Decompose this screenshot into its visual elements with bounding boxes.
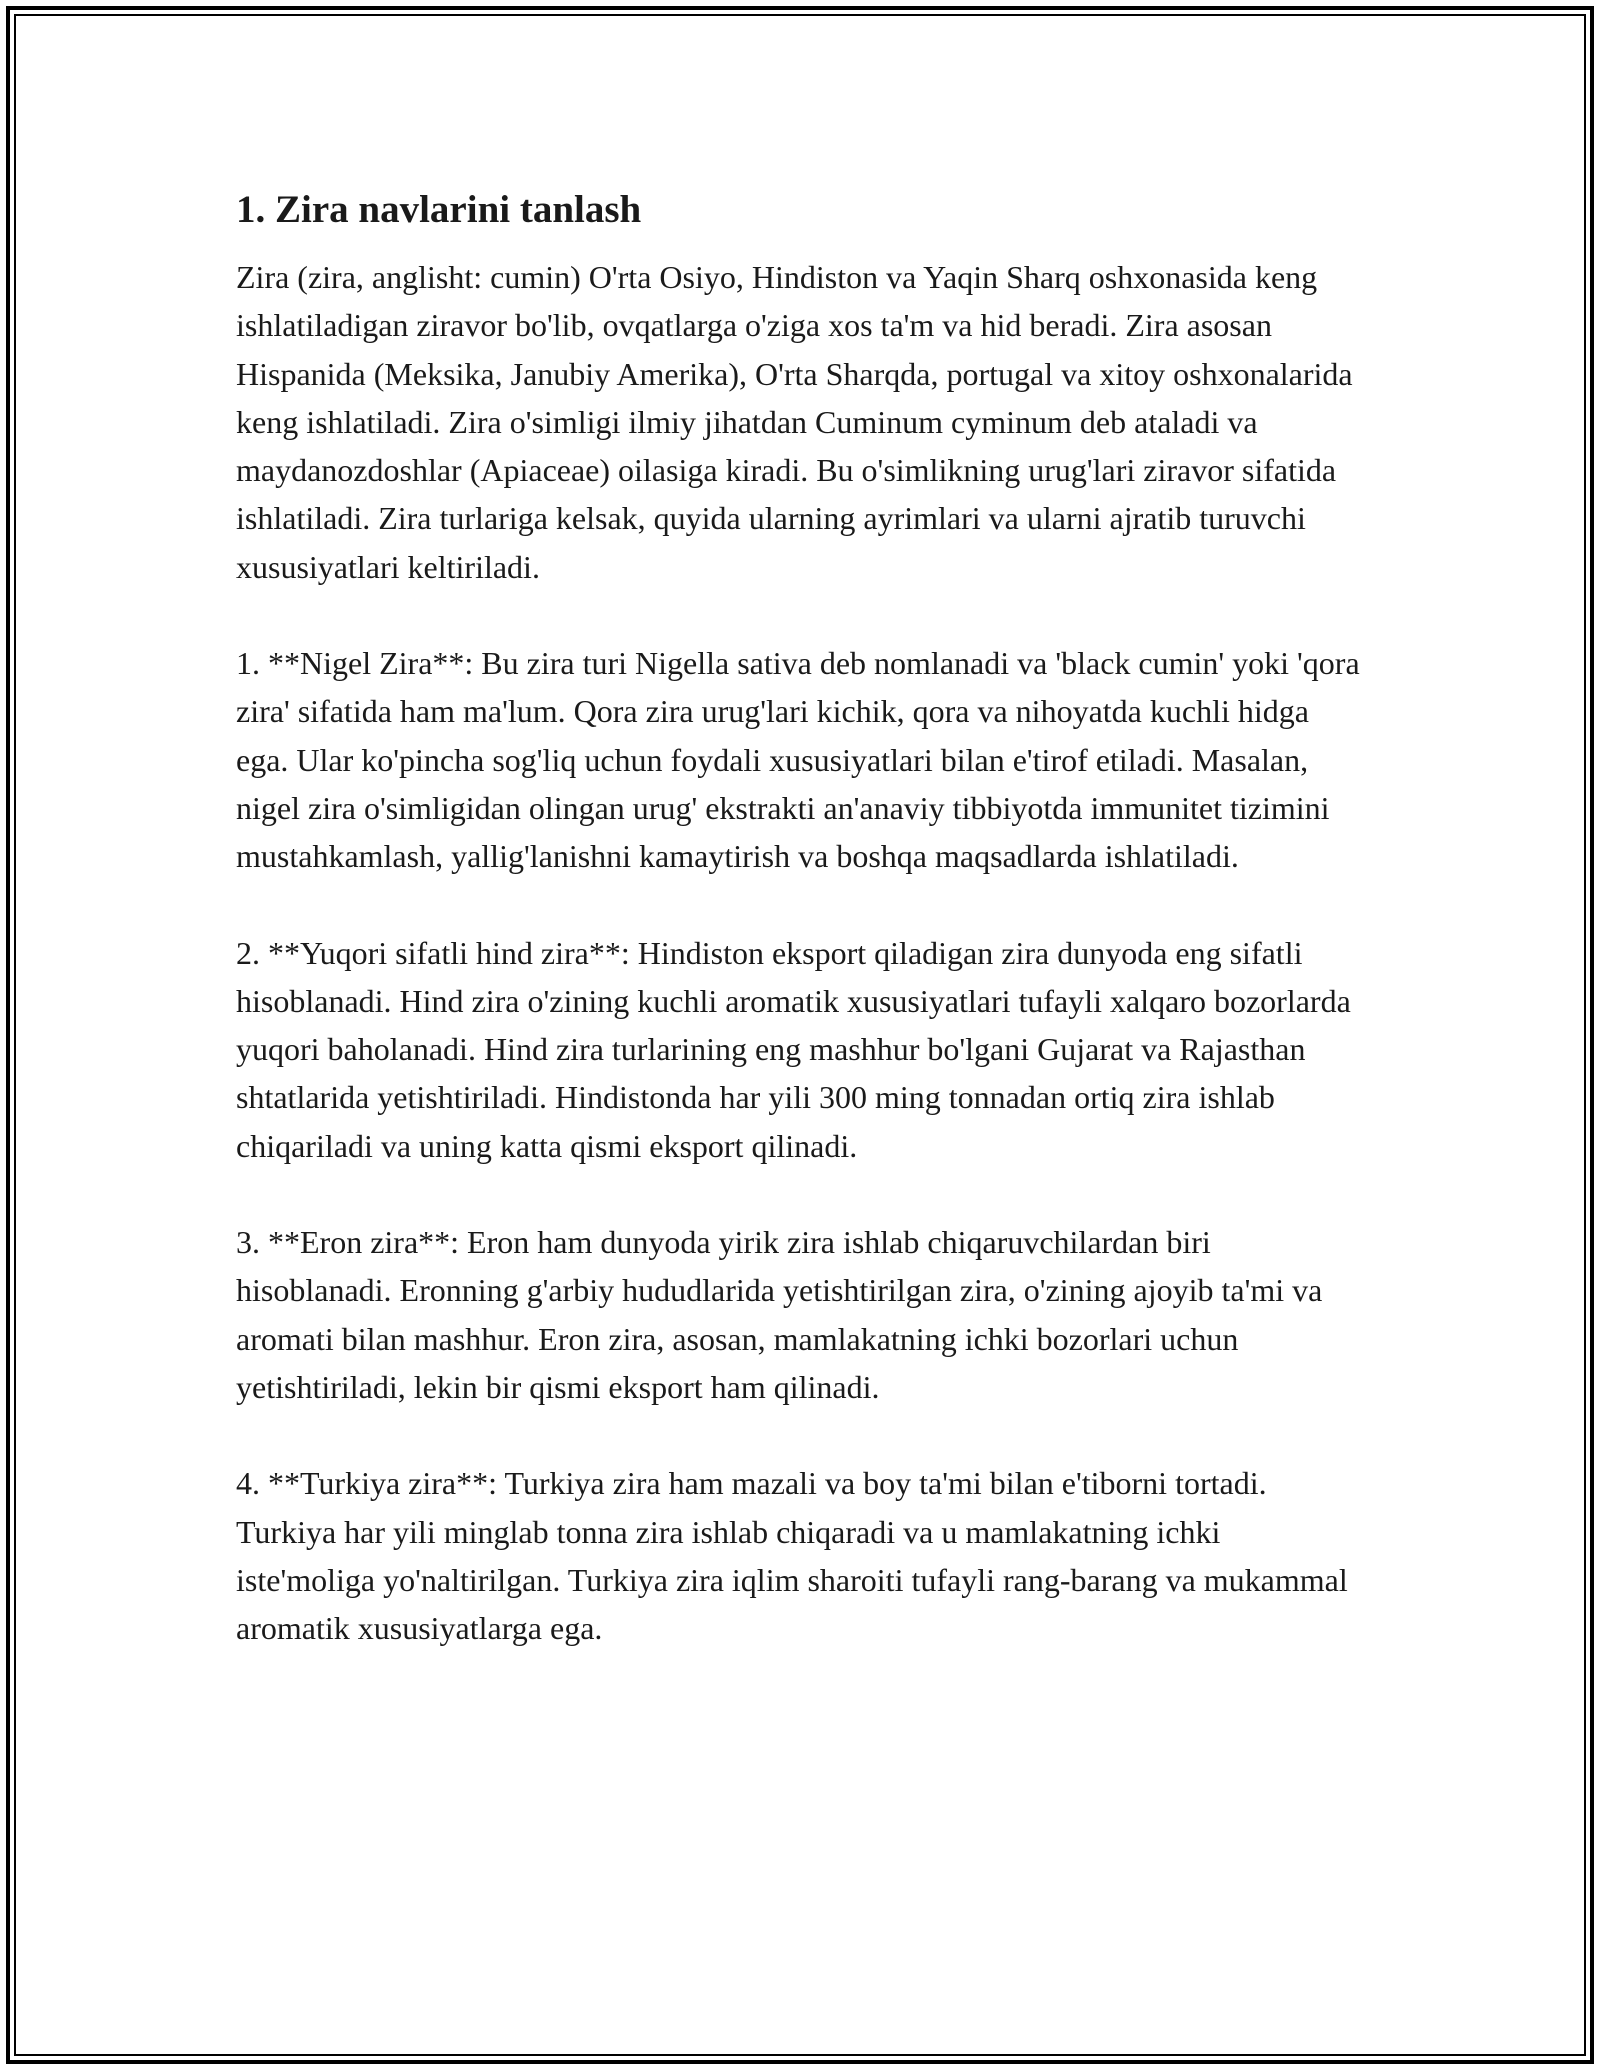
intro-paragraph: Zira (zira, anglisht: cumin) O'rta Osiyo, Hindiston va Yaqin Sharq oshxonasida keng ishlatiladigan ziravor bo'lib, ovqatlarga o'ziga xos ta'm va hid beradi. Zira asosan Hispanida (Meksika, Janubiy Amerika), O'rta Sharqda, portugal va xitoy oshxonalarida keng ishlatiladi. Zira o'simligi ilmiy jihatdan Cuminum cyminum deb ataladi va maydanozdoshlar (Apiaceae) oilasiga kiradi. Bu o'simlikning urug'lari ziravor sifatida ishlatiladi. Zira turlariga kelsak, quyida ularning ayrimlari va ularni ajratib turuvchi xususiyatlari keltiriladi.	[236, 259, 1353, 585]
paragraph-hind-zira: 2. **Yuqori sifatli hind zira**: Hindiston eksport qiladigan zira dunyoda eng sifatli hisoblanadi. Hind zira o'zining kuchli aromatik xususiyatlari tufayli xalqaro bozorlarda yuqori baholanadi. Hind zira turlarining eng mashhur bo'lgani Gujarat va Rajasthan shtatlarida yetishtiriladi. Hindistonda har yili 300 ming tonnadan ortiq zira ishlab chiqariladi va uning katta qismi eksport qilinadi.	[236, 934, 1351, 1164]
document-body	[236, 185, 1366, 1700]
document-title: 1. Zira navlarini tanlash	[236, 188, 642, 231]
paragraph-eron-zira: 3. **Eron zira**: Eron ham dunyoda yirik zira ishlab chiqaruvchilardan biri hisoblanadi. Eronning g'arbiy hududlarida yetishtirilgan zira, o'zining ajoyib ta'mi va aromati bilan mashhur. Eron zira, asosan, mamlakatning ichki bozorlari uchun yetishtiriladi, lekin bir qismi eksport ham qilinadi.	[236, 1224, 1323, 1405]
paragraph-nigel-zira: 1. **Nigel Zira**: Bu zira turi Nigella sativa deb nomlanadi va 'black cumin' yoki 'qora zira' sifatida ham ma'lum. Qora zira urug'lari kichik, qora va nihoyatda kuchli hidga ega. Ular ko'pincha sog'liq uchun foydali xususiyatlari bilan e'tirof etiladi. Masalan, nigel zira o'simligidan olingan urug' ekstrakti an'anaviy tibbiyotda immunitet tizimini mustahkamlash, yallig'lanishni kamaytirish va boshqa maqsadlarda ishlatiladi.	[236, 645, 1360, 875]
paragraph-turkiya-zira: 4. **Turkiya zira**: Turkiya zira ham mazali va boy ta'mi bilan e'tiborni tortadi. Turkiya har yili minglab tonna zira ishlab chiqaradi va u mamlakatning ichki iste'moliga yo'naltirilgan. Turkiya zira iqlim sharoiti tufayli rang-barang va mukammal aromatik xususiyatlarga ega.	[236, 1465, 1348, 1647]
